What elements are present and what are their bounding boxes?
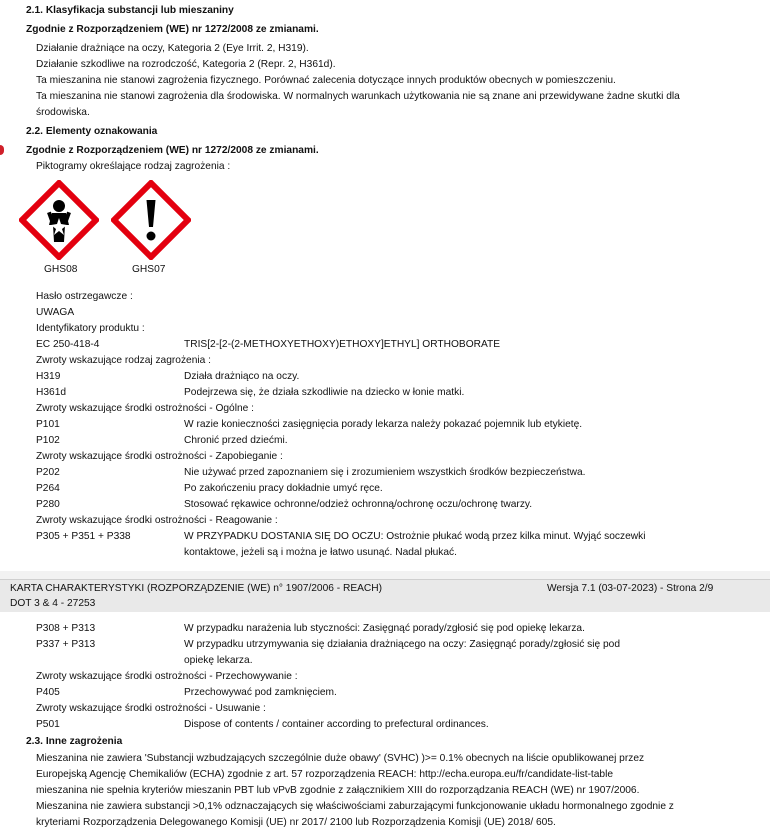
p337-text-b: opiekę lekarza.	[184, 655, 253, 666]
other-hazards-line-4: Mieszanina nie zawiera substancji >0,1% odznaczających się właściwościami zaburzającymi funkcjonowanie układu hormonalnego zgodnie z	[36, 801, 674, 812]
h319-code: H319	[36, 371, 61, 382]
section-2-1-heading: 2.1. Klasyfikacja substancji lub mieszaniny	[26, 5, 234, 16]
other-hazards-line-2: Europejską Agencję Chemikaliów (ECHA) zgodnie z art. 57 rozporządzenia REACH: http://echa.europa.eu/fr/candidate-list-table	[36, 769, 614, 780]
precaution-storage-label: Zwroty wskazujące środki ostrożności - Przechowywanie :	[36, 671, 298, 682]
p337-code: P337 + P313	[36, 639, 96, 650]
precaution-disposal-label: Zwroty wskazujące środki ostrożności - Usuwanie :	[36, 703, 266, 714]
regulation-reference-2-1: Zgodnie z Rozporządzeniem (WE) nr 1272/2008 ze zmianami.	[26, 24, 319, 35]
p280-code: P280	[36, 499, 60, 510]
signal-word-label: Hasło ostrzegawcze :	[36, 291, 133, 302]
regulation-reference-2-2: Zgodnie z Rozporządzeniem (WE) nr 1272/2008 ze zmianami.	[26, 145, 319, 156]
classification-line-4a: Ta mieszanina nie stanowi zagrożenia dla środowiska. W normalnych warunkach użytkowania nie są znane ani przewidywane żadne skutki dla	[36, 91, 680, 102]
health-hazard-icon	[19, 180, 99, 260]
p264-text: Po zakończeniu pracy dokładnie umyć ręce.	[184, 483, 383, 494]
classification-line-1: Działanie drażniące na oczy, Kategoria 2 (Eye Irrit. 2, H319).	[36, 43, 309, 54]
precaution-general-label: Zwroty wskazujące środki ostrożności - Ogólne :	[36, 403, 254, 414]
p280-text: Stosować rękawice ochronne/odzież ochronną/ochronę oczu/ochronę twarzy.	[184, 499, 533, 510]
other-hazards-line-1: Mieszanina nie zawiera 'Substancji wzbudzających szczególnie duże obawy' (SVHC) )>= 0.1% obecnych na liście opublikowanej przez	[36, 753, 645, 764]
h361d-code: H361d	[36, 387, 67, 398]
other-hazards-line-3: mieszanina nie spełnia kryteriów mieszanin PBT lub vPvB zgodnie z załącznikiem XIII do rozporządzania REACH (WE) nr 1907/2006.	[36, 785, 640, 796]
ec-code: EC 250-418-4	[36, 339, 100, 350]
pictograms-label: Piktogramy określające rodzaj zagrożenia :	[36, 161, 231, 172]
section-2-3-heading: 2.3. Inne zagrożenia	[26, 736, 123, 747]
identifiers-label: Identyfikatory produktu :	[36, 323, 145, 334]
p101-code: P101	[36, 419, 60, 430]
p405-code: P405	[36, 687, 60, 698]
document-header-product: DOT 3 & 4 - 27253	[10, 598, 96, 609]
p405-text: Przechowywać pod zamknięciem.	[184, 687, 337, 698]
precaution-response-label: Zwroty wskazujące środki ostrożności - Reagowanie :	[36, 515, 278, 526]
p101-text: W razie konieczności zasięgnięcia porady lekarza należy pokazać pojemnik lub etykietę.	[184, 419, 583, 430]
p501-text: Dispose of contents / container according to prefectural ordinances.	[184, 719, 489, 730]
p501-code: P501	[36, 719, 60, 730]
pictogram-code-ghs08: GHS08	[44, 264, 78, 275]
document-header-version: Wersja 7.1 (03-07-2023) - Strona 2/9	[547, 583, 714, 594]
p337-text-a: W przypadku utrzymywania się działania drażniącego na oczy: Zasięgnąć porady/zgłosić się pod	[184, 639, 621, 650]
hazard-statements-label: Zwroty wskazujące rodzaj zagrożenia :	[36, 355, 211, 366]
signal-word: UWAGA	[36, 307, 75, 318]
classification-line-2: Działanie szkodliwe na rozrodczość, Kategoria 2 (Repr. 2, H361d).	[36, 59, 336, 70]
p202-code: P202	[36, 467, 60, 478]
p264-code: P264	[36, 483, 60, 494]
p308-text: W przypadku narażenia lub styczności: Zasięgnąć porady/zgłosić się pod opiekę lekarza.	[184, 623, 585, 634]
document-header-title: KARTA CHARAKTERYSTYKI (ROZPORZĄDZENIE (WE) n° 1907/2006 - REACH)	[10, 583, 383, 594]
p102-text: Chronić przed dziećmi.	[184, 435, 288, 446]
p305-code: P305 + P351 + P338	[36, 531, 131, 542]
p202-text: Nie używać przed zapoznaniem się i zrozumieniem wszystkich środków bezpieczeństwa.	[184, 467, 586, 478]
p102-code: P102	[36, 435, 60, 446]
h319-text: Działa drażniąco na oczy.	[184, 371, 300, 382]
classification-line-3: Ta mieszanina nie stanowi zagrożenia fizycznego. Porównać zalecenia dotyczące innych produktów obecnych w pomieszczeniu.	[36, 75, 616, 86]
p308-code: P308 + P313	[36, 623, 96, 634]
p305-text-b: kontaktowe, jeżeli są i można je łatwo usunąć. Nadal płukać.	[184, 547, 457, 558]
ec-substance-name: TRIS[2-[2-(2-METHOXYETHOXY)ETHOXY]ETHYL] ORTHOBORATE	[184, 339, 501, 350]
precaution-prevention-label: Zwroty wskazujące środki ostrożności - Zapobieganie :	[36, 451, 283, 462]
other-hazards-line-5: kryteriami Rozporządzenia Delegowanego Komisji (UE) nr 2017/ 2100 lub Rozporządzenia Komisji (UE) 2018/ 605.	[36, 817, 556, 828]
p305-text-a: W PRZYPADKU DOSTANIA SIĘ DO OCZU: Ostrożnie płukać wodą przez kilka minut. Wyjąć soczewki	[184, 531, 646, 542]
revision-marker	[0, 145, 4, 155]
exclamation-mark-icon	[111, 180, 191, 260]
h361d-text: Podejrzewa się, że działa szkodliwie na dziecko w łonie matki.	[184, 387, 465, 398]
pictogram-code-ghs07: GHS07	[132, 264, 166, 275]
classification-line-4b: środowiska.	[36, 107, 90, 118]
page-break	[0, 571, 770, 579]
section-2-2-heading: 2.2. Elementy oznakowania	[26, 126, 158, 137]
